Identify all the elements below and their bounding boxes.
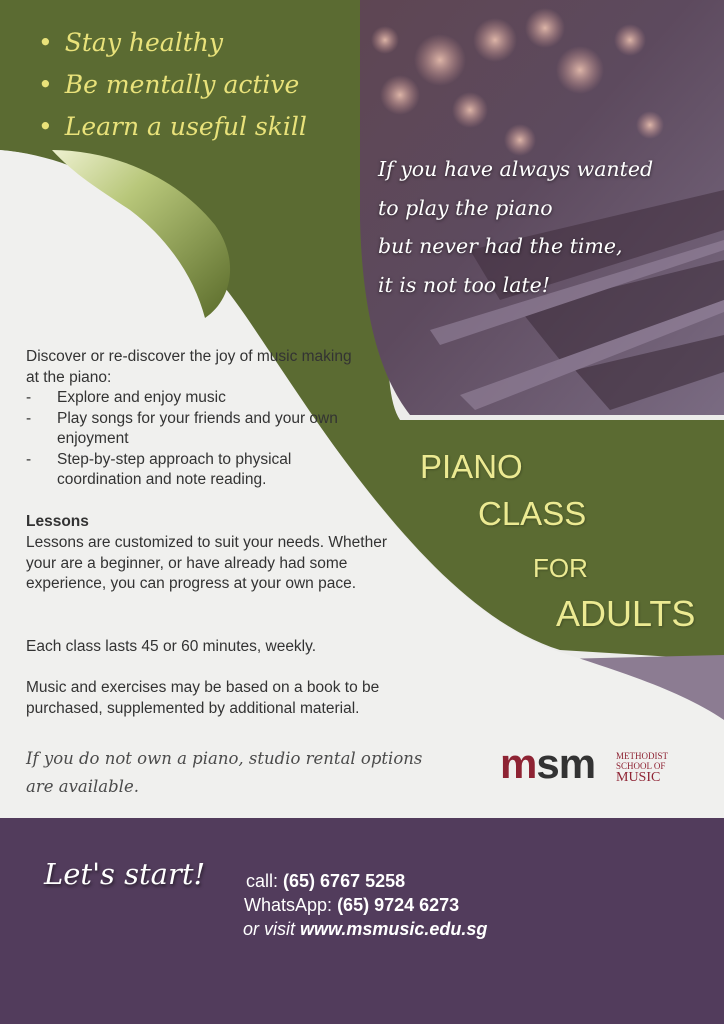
logo-mark-m: m: [500, 740, 537, 787]
invitation-quote: [378, 150, 718, 304]
duration-text: Each class lasts 45 or 60 minutes, weekly.: [26, 638, 317, 655]
logo-mark-sm: sm: [536, 740, 596, 787]
feature-list: [26, 388, 366, 491]
website-link[interactable]: www.msmusic.edu.sg: [300, 919, 488, 939]
logo-line: MUSIC: [616, 770, 661, 785]
call-label: call:: [246, 871, 279, 891]
cta-lets-start: Let's start!: [44, 857, 206, 891]
lessons-heading: Lessons: [26, 513, 89, 530]
title-piano: PIANO: [420, 448, 523, 485]
whatsapp-number[interactable]: (65) 9724 6273: [337, 895, 460, 915]
contact-call: [246, 869, 405, 893]
quote-line: to play the piano: [378, 195, 553, 220]
benefit-item: • Be mentally active: [38, 64, 307, 106]
benefits-list: [38, 22, 307, 148]
logo-wordmark: [616, 751, 668, 785]
whatsapp-label: WhatsApp:: [244, 895, 333, 915]
quote-line: it is not too late!: [378, 272, 551, 297]
quote-line: but never had the time,: [378, 234, 623, 258]
feature-item: - Play songs for your friends and your own enjoyment: [26, 409, 366, 450]
title-class: CLASS: [478, 495, 587, 532]
contact-website: [243, 917, 487, 941]
logo-line: METHODIST: [616, 751, 668, 761]
benefit-item: • Stay healthy: [38, 22, 307, 64]
rental-note: If you do not own a piano, studio rental options are available.: [26, 749, 423, 796]
intro-text: Discover or re-discover the joy of music making at the piano:: [26, 348, 352, 386]
lessons-text: Lessons are customized to suit your needs. Whether your are a beginner, or have already had some experience, you can progress at your own pace.: [26, 534, 387, 592]
quote-line: If you have always wanted: [378, 157, 654, 181]
benefit-item: • Learn a useful skill: [38, 106, 307, 148]
feature-item: - Explore and enjoy music: [26, 388, 366, 409]
feature-item: - Step-by-step approach to physical coordination and note reading.: [26, 450, 366, 491]
msm-logo: [500, 740, 595, 788]
materials-text: Music and exercises may be based on a book to be purchased, supplemented by additional material.: [26, 679, 380, 717]
title-adults: ADULTS: [556, 593, 696, 634]
logo-line: SCHOOL OF: [616, 761, 666, 771]
title-for: FOR: [533, 553, 588, 583]
visit-label: or visit: [243, 919, 296, 939]
contact-whatsapp: [244, 893, 459, 917]
call-number[interactable]: (65) 6767 5258: [283, 871, 406, 891]
